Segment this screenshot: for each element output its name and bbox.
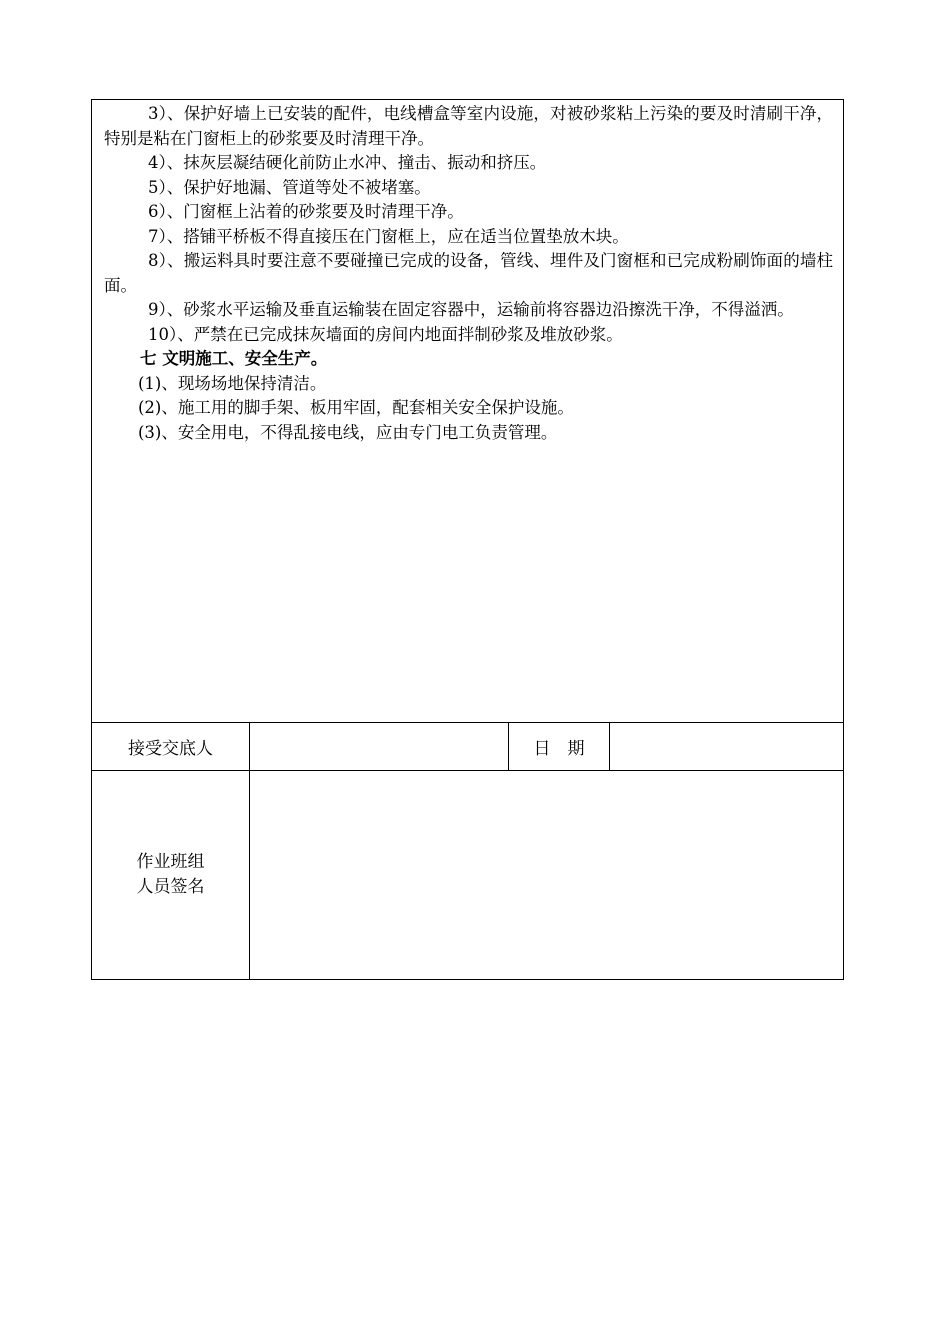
crew-label-line1: 作业班组 (136, 852, 205, 872)
receiver-label: 接受交底人 (92, 723, 250, 771)
item-9: 9）、砂浆水平运输及垂直运输装在固定容器中，运输前将容器边沿擦洗干净，不得溢洒。 (148, 300, 794, 319)
item-7: 7）、搭铺平桥板不得直接压在门窗框上，应在适当位置垫放木块。 (148, 226, 629, 246)
receiver-field[interactable] (250, 723, 509, 771)
item-3: 3）、保护好墙上已安装的配件，电线槽盒等室内设施，对被砂浆粘上污染的要及时清刷干净，特别是粘在门窗柜上的砂浆要及时清理干净。 (104, 104, 833, 148)
sub-item-2: (2)、施工用的脚手架、板用牢固，配套相关安全保护设施。 (138, 398, 574, 417)
crew-row (92, 771, 844, 980)
item-10: 10）、严禁在已完成抹灰墙面的房间内地面拌制砂浆及堆放砂浆。 (148, 324, 623, 344)
form-table (91, 99, 844, 980)
item-8: 8）、搬运料具时要注意不要碰撞已完成的设备，管线、埋件及门窗框和已完成粉刷饰面的墙柱面。 (104, 251, 833, 295)
item-6: 6）、门窗框上沾着的砂浆要及时清理干净。 (148, 202, 464, 221)
sign-row (92, 723, 844, 771)
crew-label-line2: 人员签名 (136, 877, 205, 897)
item-5: 5）、保护好地漏、管道等处不被堵塞。 (148, 177, 431, 197)
crew-signature-label (92, 771, 250, 980)
item-4: 4）、抹灰层凝结硬化前防止水冲、撞击、振动和挤压。 (148, 153, 547, 172)
date-field[interactable] (610, 723, 844, 771)
content-cell (92, 100, 844, 723)
crew-signature-field[interactable] (250, 771, 844, 980)
date-label: 日 期 (509, 723, 610, 771)
disclosure-form (91, 99, 843, 980)
section-title: 七 文明施工、安全生产。 (140, 349, 328, 368)
content-text (92, 100, 843, 445)
sub-item-3: (3)、安全用电，不得乱接电线，应由专门电工负责管理。 (138, 422, 558, 442)
sub-item-1: (1)、现场场地保持清洁。 (138, 373, 327, 393)
